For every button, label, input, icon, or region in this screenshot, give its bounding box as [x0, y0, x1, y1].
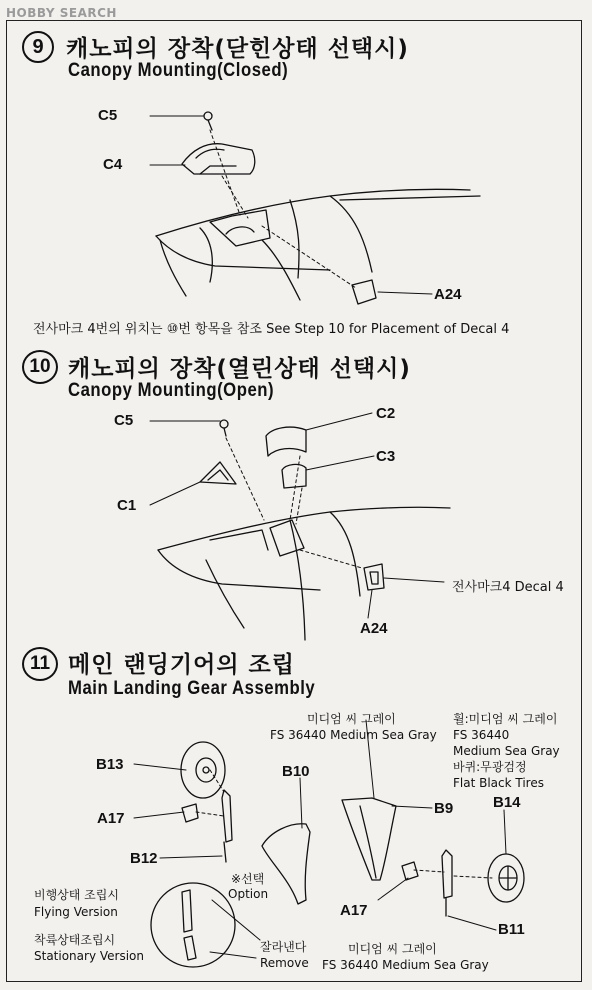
- part-label-c2: C2: [376, 405, 396, 422]
- step9-canopy-c4-drawing: [182, 144, 255, 174]
- part-label-b9: B9: [434, 800, 454, 817]
- paint-bottom-korean: 미디엄 씨 그레이: [348, 942, 437, 956]
- step10-canopy-c1-drawing: [200, 462, 236, 484]
- paint-right-english: Medium Sea Gray: [453, 744, 560, 758]
- part-label-b13: B13: [96, 756, 124, 773]
- step10-part-a24-drawing: [364, 564, 384, 590]
- stationary-version-english: Stationary Version: [34, 949, 144, 963]
- step-10-number: 10: [22, 350, 58, 384]
- step11-option-detail-drawing: [151, 883, 235, 967]
- part-label-c3: C3: [376, 448, 396, 465]
- option-english: Option: [228, 887, 269, 901]
- part-label-c5: C5: [114, 412, 134, 429]
- part-label-c1: C1: [117, 497, 137, 514]
- remove-korean: 잘라낸다: [260, 940, 307, 954]
- paint-right-fs: FS 36440: [453, 728, 510, 742]
- step-11-title-korean: 메인 랜딩기어의 조립: [68, 652, 295, 678]
- step11-wheel-b13-drawing: [181, 742, 225, 798]
- paint-top-korean: 미디엄 씨 그레이: [307, 712, 396, 726]
- decal-4-label: 전사마크4 Decal 4: [452, 580, 564, 595]
- step11-leader-lines: [134, 720, 506, 958]
- step10-part-c3-drawing: [282, 464, 306, 488]
- part-label-a17-second: A17: [340, 902, 368, 919]
- watermark: HOBBY SEARCH: [6, 6, 117, 20]
- step-9-title-korean: 캐노피의 장착(닫힌상태 선택시): [66, 36, 409, 62]
- step9-fuselage-drawing: [156, 189, 480, 300]
- paint-top-english: FS 36440 Medium Sea Gray: [270, 728, 437, 742]
- part-label-b11: B11: [498, 921, 525, 938]
- step10-part-c5-drawing: [220, 420, 228, 436]
- step-11-title-english: Main Landing Gear Assembly: [68, 678, 316, 699]
- flying-version-korean: 비행상태 조립시: [34, 888, 119, 902]
- paint-right-wheel-korean: 휠:미디엄 씨 그레이: [453, 712, 558, 726]
- step10-leader-lines: [150, 413, 444, 618]
- step9-part-c5-drawing: [204, 112, 212, 130]
- paint-bottom-english: FS 36440 Medium Sea Gray: [322, 958, 489, 972]
- step11-wheel-b14-drawing: [488, 854, 524, 902]
- flying-version-english: Flying Version: [34, 905, 118, 919]
- step-10-title-english: Canopy Mounting(Open): [68, 380, 275, 401]
- part-label-a24: A24: [434, 286, 462, 303]
- part-label-a17: A17: [97, 810, 125, 827]
- stationary-version-korean: 착륙상태조립시: [34, 933, 116, 947]
- step11-strut-b11-drawing: [402, 850, 452, 916]
- step-11-number: 11: [22, 647, 58, 681]
- step-9-title-english: Canopy Mounting(Closed): [68, 60, 289, 81]
- paint-right-tire-korean: 바퀴:무광검정: [453, 760, 527, 774]
- remove-english: Remove: [260, 956, 309, 970]
- step11-strut-b12-drawing: [182, 790, 232, 862]
- step11-door-b9-drawing: [342, 798, 396, 880]
- paint-right-tire-english: Flat Black Tires: [453, 776, 544, 790]
- step-9-number: 9: [22, 31, 54, 63]
- step10-fuselage-drawing: [158, 507, 450, 640]
- part-label-b12: B12: [130, 850, 158, 867]
- step11-door-b10-drawing: [262, 824, 310, 904]
- step9-part-a24-drawing: [352, 280, 376, 304]
- step10-canopy-c2-drawing: [266, 427, 306, 456]
- part-label-c4: C4: [103, 156, 123, 173]
- step-9-decal-note: 전사마크 4번의 위치는 ⑩번 항목을 참조 See Step 10 for Placement of Decal 4: [33, 322, 510, 337]
- option-korean: ※선택: [231, 872, 265, 886]
- part-label-c5: C5: [98, 107, 118, 124]
- part-label-b10: B10: [282, 763, 310, 780]
- step-10-title-korean: 캐노피의 장착(열린상태 선택시): [68, 356, 411, 382]
- part-label-a24: A24: [360, 620, 388, 637]
- part-label-b14: B14: [493, 794, 521, 811]
